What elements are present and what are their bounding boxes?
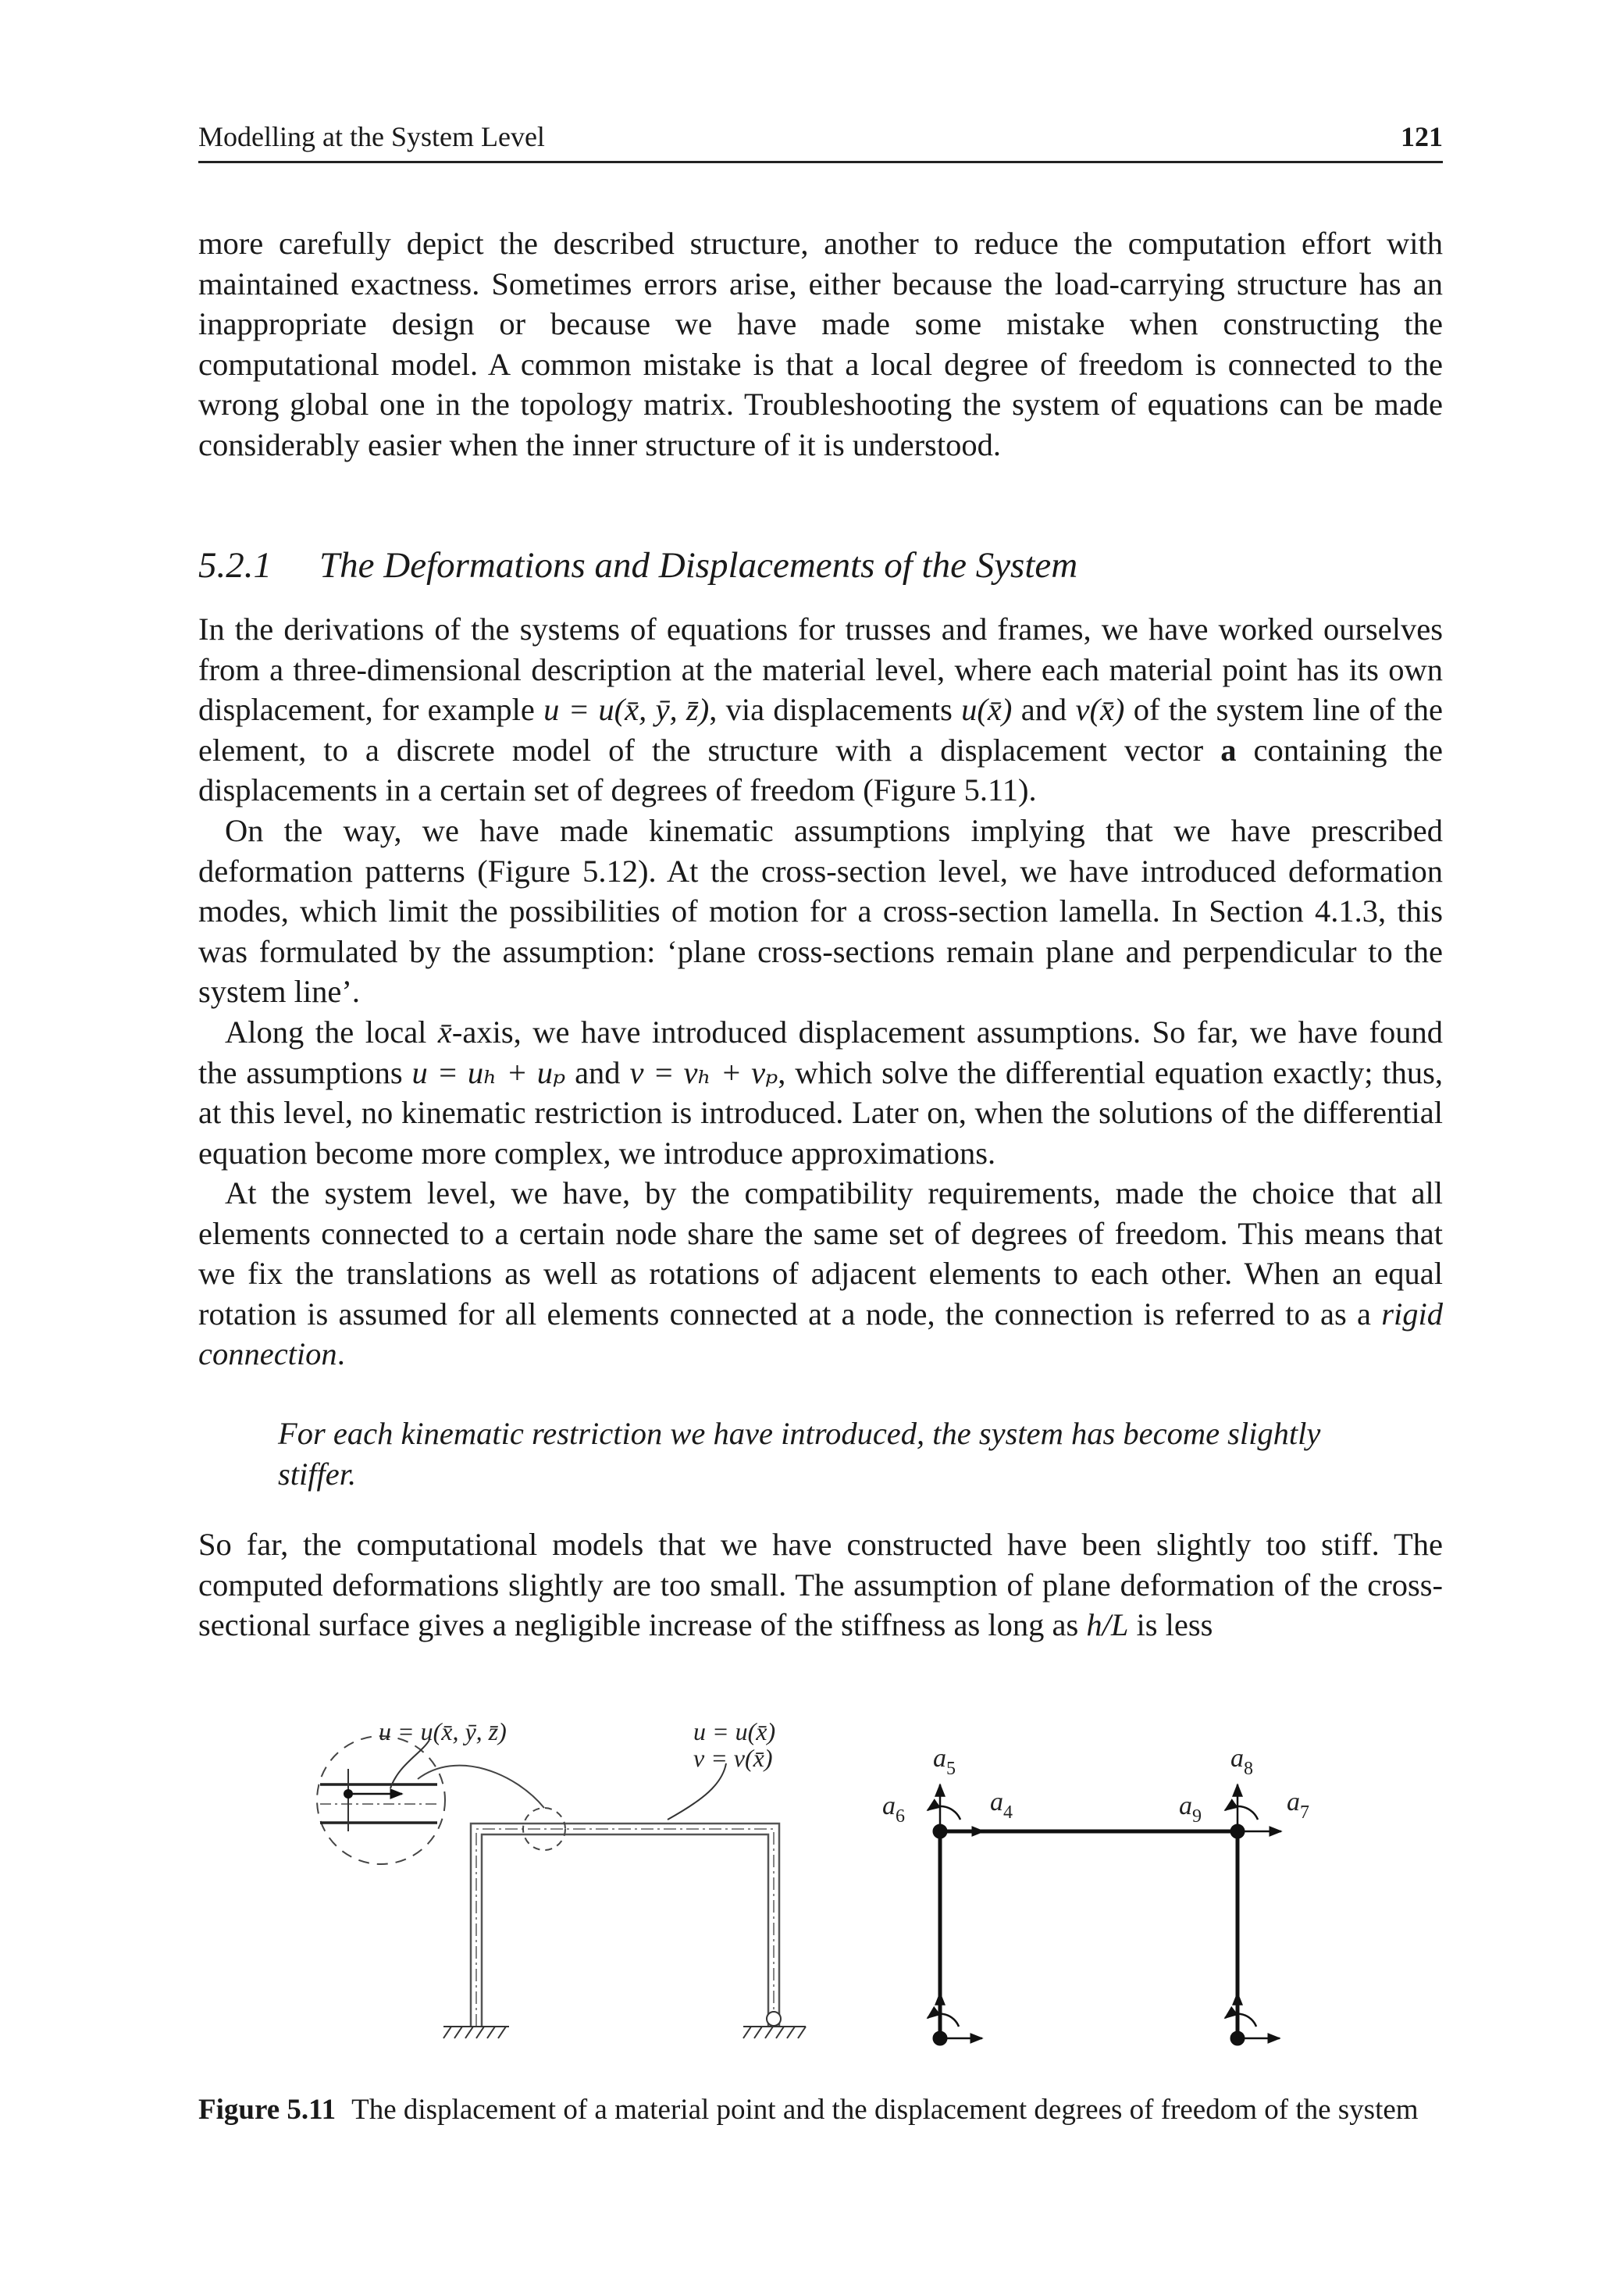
label-a7: $a_7$ (1287, 1788, 1309, 1823)
figure-graphic (312, 1710, 1343, 2077)
page-number: 121 (1401, 121, 1443, 152)
paragraph-1: more carefully depict the described structure, another to reduce the computation effort with maintained exactness. Sometimes errors arise, either because the load-carrying structure has an inappropriate design or because we have made some mistake when constructing the computational model. A common mistake is that a local degree of freedom is connected to the wrong global one in the topology matrix. Troubleshooting the system of equations can be made considerably easier when the inner structure of it is understood. (198, 226, 1443, 462)
label-a5: $a_5$ (933, 1744, 956, 1779)
paragraph-2 (198, 609, 1443, 811)
p4-math-2: u = uₕ + uₚ (411, 1054, 566, 1090)
section-number: 5.2.1 (198, 545, 272, 586)
label-a6: $a_6$ (882, 1792, 905, 1827)
p6-text-1: So far, the computational models that we have constructed have been slightly too stiff. The computed deformations slightly are too small. The assumption of plane deformation of the cross-sectional surface gives a negligible increase of the stiffness as long as (198, 1527, 1443, 1642)
p6-text-2: is less (1128, 1607, 1213, 1642)
zoom-connector (418, 1766, 544, 1808)
running-header (198, 117, 1443, 163)
p2-math-1: u = u(x̄, ȳ, z̄) (543, 692, 710, 727)
p2-vector-a: a (1220, 732, 1237, 768)
dof-arrow-bottom-right-rotation (1225, 2014, 1256, 2027)
caption-text: The displacement of a material point and the displacement degrees of freedom of the system (351, 2094, 1419, 2126)
frame-system-line (476, 1829, 774, 2027)
p5-text-2: . (337, 1336, 345, 1371)
running-title: Modelling at the System Level (198, 121, 545, 152)
p2-text-1: In the derivations of the systems of equations for trusses and frames, we have worked ourselves from a three-dimensional description at the material level, where each material point has its own displacement, for example (198, 611, 1443, 727)
frame-inner-outline (482, 1834, 768, 2027)
highlight-quote: For each kinematic restriction we have introduced, the system has become slightly stiffer. (278, 1416, 1321, 1492)
p4-text-4: , which solve the differential equation exactly; thus, at this level, no kinematic restriction is introduced. Later on, when the solutions of the differential equation become more complex, we introduce approximations. (198, 1054, 1443, 1171)
label-material-point: u = u(x̄, ȳ, z̄) (379, 1717, 507, 1745)
paragraph-6 (198, 1524, 1443, 1645)
p2-text-2: , via displacements (709, 692, 962, 727)
label-a9: $a_9$ (1179, 1792, 1202, 1827)
p4-text-3: and (565, 1054, 630, 1090)
fixed-support-left (443, 2027, 509, 2038)
label-a4: $a_4$ (990, 1788, 1013, 1823)
p4-math-1: x̄ (437, 1014, 452, 1050)
continuum-frame-diagram (317, 1736, 806, 2038)
p6-math-1: h/L (1086, 1607, 1129, 1642)
dof-arrow-bottom-left-rotation (928, 2014, 959, 2027)
figure-5-11 (312, 1710, 1343, 2077)
p2-text-4: of the system line of the element, to a discrete model of the structure with a displacement vector (198, 692, 1443, 768)
section-title: The Deformations and Displacements of the System (319, 545, 1078, 586)
caption-label: Figure 5.11 (198, 2094, 337, 2126)
p2-text-3: and (1012, 692, 1076, 727)
zoom-detail-circle (317, 1736, 445, 1864)
section-heading (198, 542, 1443, 589)
p4-text-1: Along the local (225, 1014, 438, 1050)
p2-math-3: v(x̄) (1075, 692, 1125, 727)
dof-labels (882, 1744, 1309, 1827)
paragraph-5 (198, 1173, 1443, 1374)
paragraph-3: On the way, we have made kinematic assumptions implying that we have prescribed deformation patterns (Figure 5.12). At the cross-section level, we have introduced deformation modes, which limit the possibilities of motion for a cross-section lamella. In Section 4.1.3, this was formulated by the assumption: ‘plane cross-sections remain plane and perpendicular to the system line’. (198, 813, 1443, 1009)
p4-text-2: -axis, we have introduced displacement assumptions. So far, we have found the assumptions (198, 1014, 1444, 1090)
discrete-frame (940, 1831, 1238, 2038)
p2-text-5: containing the displacements in a certain set of degrees of freedom (Figure 5.11). (198, 732, 1443, 808)
p4-math-3: v = vₕ + vₚ (629, 1054, 778, 1090)
label-a8: $a_8$ (1230, 1744, 1253, 1779)
frame-outer-outline (471, 1824, 779, 2027)
figure-caption (198, 2091, 1443, 2129)
dof-arrow-a6 (928, 1806, 960, 1820)
material-point-leader (390, 1740, 429, 1788)
p5-text-1: At the system level, we have, by the compatibility requirements, made the choice that all elements connected to a certain node share the same set of degrees of freedom. This means that we fix the translations as well as rotations of adjacent elements to each other. When an equal rotation is assumed for all elements connected at a node, the connection is referred to as a (198, 1175, 1443, 1332)
label-line-displacement-u: u = u(x̄) (693, 1717, 776, 1745)
p2-math-2: u(x̄) (961, 692, 1013, 727)
label-line-displacement-v: v = v(x̄) (693, 1744, 773, 1772)
discrete-model-diagram (928, 1784, 1281, 2045)
pinned-support-right (743, 2012, 806, 2038)
paragraph-4 (198, 1012, 1443, 1173)
p5-emphasis: rigid connection (198, 1296, 1443, 1371)
dof-arrow-a9 (1225, 1806, 1258, 1820)
